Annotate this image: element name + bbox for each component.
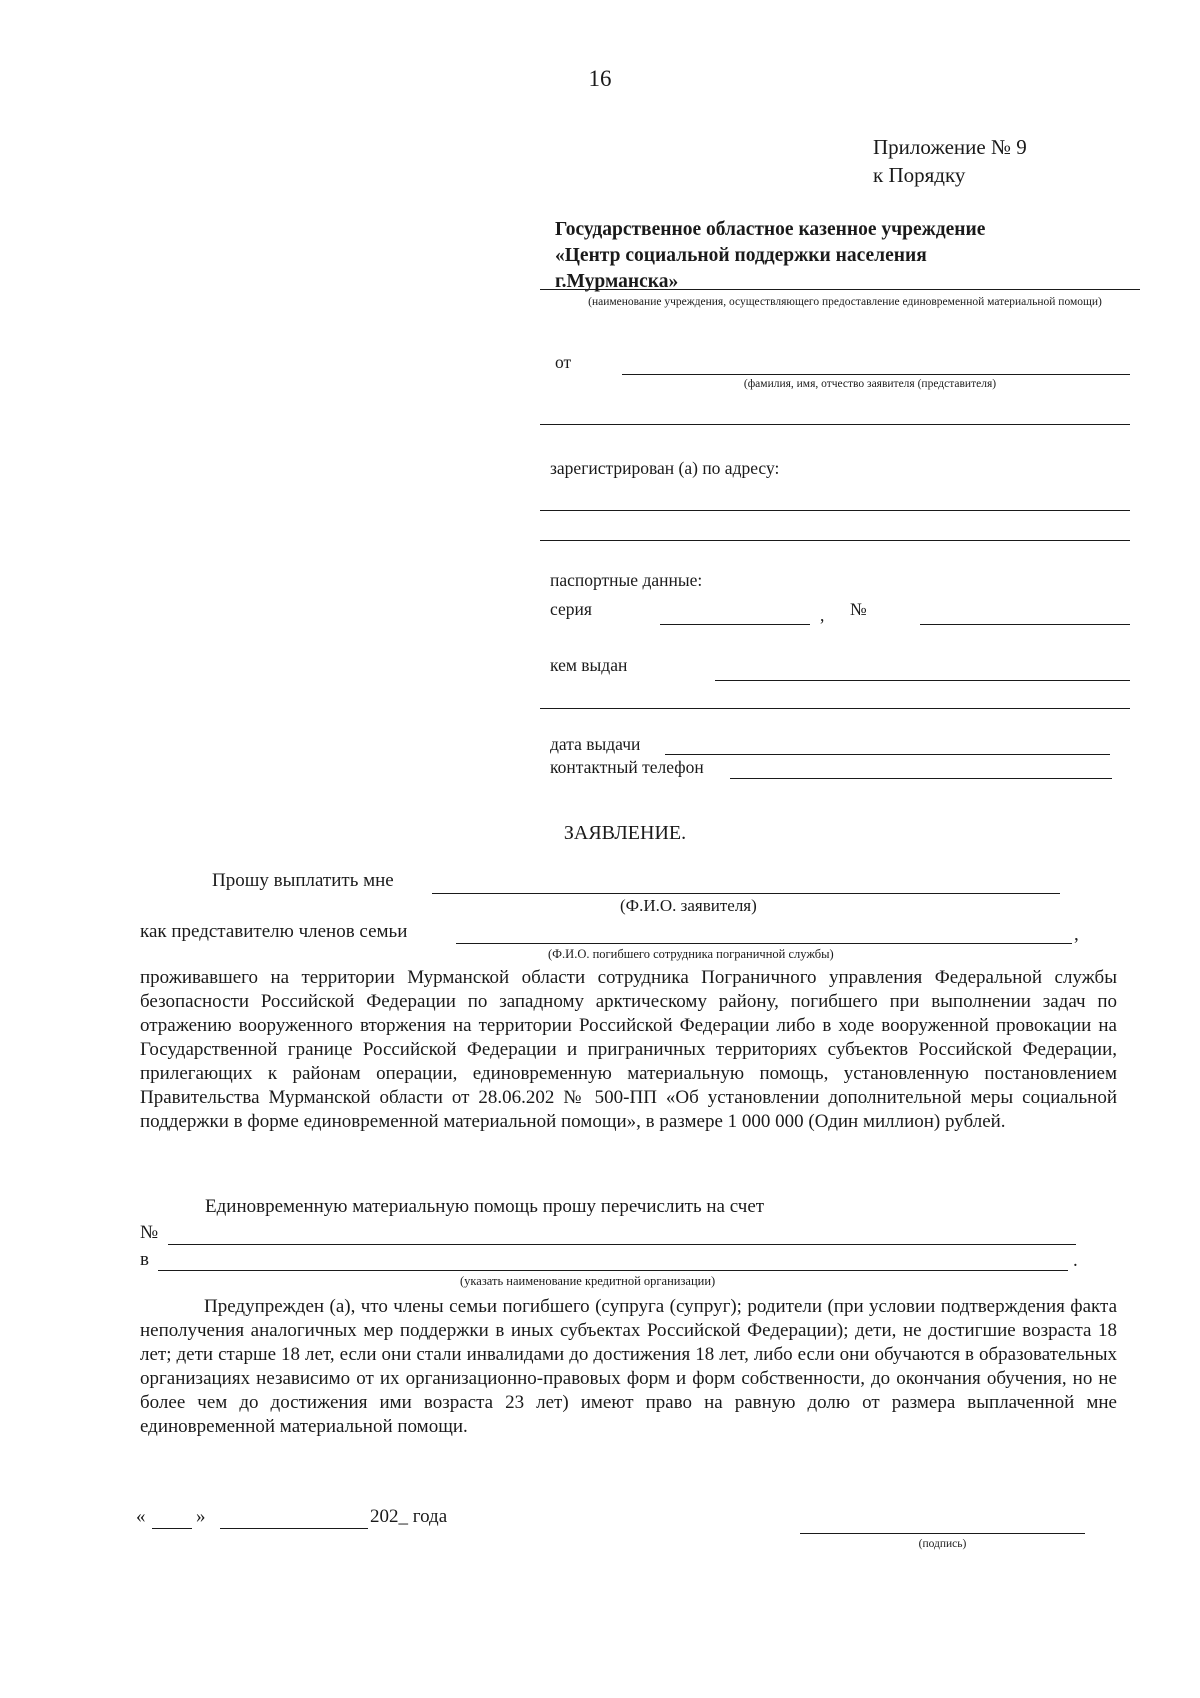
applicant-fio-field[interactable] [622,374,1130,375]
organization-underline [540,289,1140,290]
bank-caption: (указать наименование кредитной организации) [460,1274,716,1288]
issued-by-field-1[interactable] [715,680,1130,681]
transfer-label: Единовременную материальную помощь прошу перечислить на счет [205,1196,765,1217]
organization-line-2: «Центр социальной поддержки населения [555,245,927,266]
issue-date-field[interactable] [665,754,1110,755]
appendix-reference [873,133,1093,189]
deceased-name-caption: (Ф.И.О. погибшего сотрудника пограничной службы) [548,947,834,961]
phone-label: контактный телефон [550,757,704,777]
account-number-field[interactable] [168,1244,1076,1245]
issue-date-label: дата выдачи [550,734,641,754]
bank-label: в [140,1249,149,1270]
passport-label: паспортные данные: [550,570,703,590]
organization-name [555,217,1075,295]
appendix-line-1: Приложение № 9 [873,135,1027,159]
date-close-quote: » [196,1506,206,1527]
address-field-2[interactable] [540,540,1130,541]
phone-field[interactable] [730,778,1112,779]
address-field-1[interactable] [540,510,1130,511]
issued-by-label: кем выдан [550,655,628,675]
date-day-field[interactable] [152,1528,192,1529]
issued-by-field-2[interactable] [540,708,1130,709]
date-open-quote: « [136,1506,146,1527]
applicant-name-field[interactable] [432,893,1060,894]
organization-caption: (наименование учреждения, осуществляющего предоставление единовременной материальной помощи) [588,296,1102,308]
warning-paragraph: Предупрежден (а), что члены семьи погибшего (супруга (супруг); родители (при условии подтверждения факта неполучения аналогичных мер поддержки в иных субъектах Российской Федерации); дети, не достигшие возраста 18 лет; дети старше 18 лет, если они стали инвалидами до достижения 18 лет, либо если они обучаются в образовательных организациях независимо от их организационно-правовых форм и форм собственности, до окончания обучения, но не более чем до достижения ими возраста 23 лет) имеют право на равную долю от размера выплаченной мне единовременной материальной помощи. [140,1296,1117,1437]
passport-series-label: серия [550,599,592,619]
organization-line-3: г.Мурманска» [555,271,679,292]
statement-title: ЗАЯВЛЕНИЕ. [563,822,687,844]
signature-field[interactable] [800,1533,1085,1534]
passport-comma: , [820,605,825,625]
applicant-fio-field-2[interactable] [540,424,1130,425]
bank-trailing-period: . [1073,1250,1078,1271]
statement-paragraph: проживавшего на территории Мурманской области сотрудника Пограничного управления Федеральной службы безопасности Российской Федерации по западному арктическому району, погибшего при выполнении задач по отражению вооруженного вторжения на территории Российской Федерации либо в ходе вооруженной провокации на Государственной границе Российской Федерации и приграничных территориях субъектов Российской Федерации, прилегающих к районам операции, единовременную материальную помощь, установленную постановлением Правительства Мурманской области от 28.06.202 № 500-ПП «Об установлении дополнительной меры социальной поддержки в форме единовременной материальной помощи», в размере 1 000 000 (Один миллион) рублей. [140,967,1117,1132]
passport-number-label: № [850,599,867,619]
date-month-field[interactable] [220,1528,368,1529]
passport-number-field[interactable] [920,624,1130,625]
appendix-line-2: к Порядку [873,163,966,187]
date-year-text: 202_ года [370,1506,448,1527]
request-label: Прошу выплатить мне [212,870,394,891]
address-label: зарегистрирован (а) по адресу: [550,458,780,478]
applicant-name-caption: (Ф.И.О. заявителя) [620,896,757,915]
passport-series-field[interactable] [660,624,810,625]
bank-name-field[interactable] [158,1270,1068,1271]
deceased-name-field[interactable] [456,943,1072,944]
page-number: 16 [588,66,612,91]
from-label: от [555,352,572,372]
applicant-fio-caption: (фамилия, имя, отчество заявителя (представителя) [743,378,997,390]
account-number-label: № [140,1222,159,1243]
organization-line-1: Государственное областное казенное учреждение [555,219,986,240]
representative-label: как представителю членов семьи [140,921,408,942]
representative-comma: , [1074,924,1079,945]
signature-caption: (подпись) [918,1538,967,1550]
